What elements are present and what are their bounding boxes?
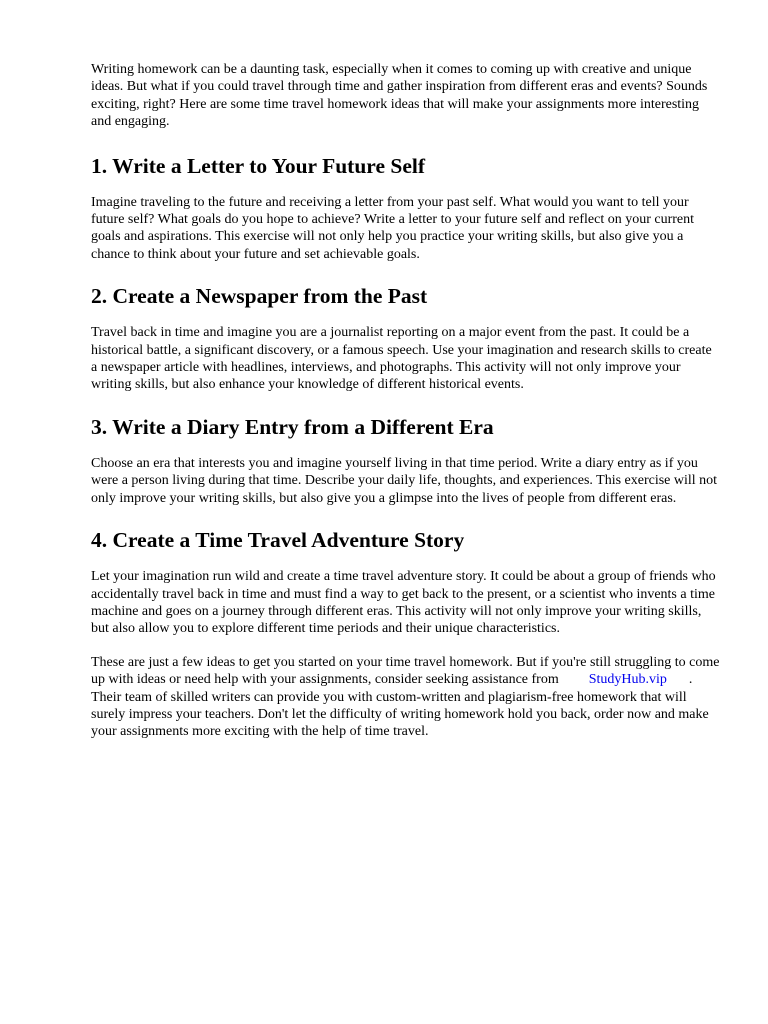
closing-paragraph xyxy=(91,654,720,741)
section-1-title: 1. Write a Letter to Your Future Self xyxy=(91,153,425,178)
closing-text-after: . Their team of skilled writers can provide you with custom-written and plagiarism-free homework that will surely impress your teachers. Don't let the difficulty of writing homework hold you back, order now and make your assignments more exciting with the help of time travel. xyxy=(91,672,709,740)
section-4-title: 4. Create a Time Travel Adventure Story xyxy=(91,528,465,553)
studyhub-link[interactable]: StudyHub.vip xyxy=(588,672,667,688)
section-3-title: 3. Write a Diary Entry from a Different Era xyxy=(91,414,494,439)
section-2-title: 2. Create a Newspaper from the Past xyxy=(91,284,428,309)
section-4-body: Let your imagination run wild and create a time travel adventure story. It could be about a group of friends who accidentally travel back in time and must find a way to get back to the present, or a scientist who invents a time machine and goes on a journey through different eras. This activity will not only improve your writing skills, but also allow you to explore different time periods and their unique characteristics. xyxy=(91,569,716,637)
intro-paragraph: Writing homework can be a daunting task, especially when it comes to coming up with creative and unique ideas. But what if you could travel through time and gather inspiration from different eras and events? Sounds exciting, right? Here are some time travel homework ideas that will make your assignments more interesting and engaging. xyxy=(91,62,708,130)
section-2-body: Travel back in time and imagine you are a journalist reporting on a major event from the past. It could be a historical battle, a significant discovery, or a famous speech. Use your imagination and research skills to create a newspaper article with headlines, interviews, and photographs. This activity will not only improve your writing skills, but also enhance your knowledge of different historical events. xyxy=(91,325,712,393)
section-1-body: Imagine traveling to the future and receiving a letter from your past self. What would you want to tell your future self? What goals do you hope to achieve? Write a letter to your future self and reflect on your current goals and aspirations. This exercise will not only help you practice your writing skills, but also give you a chance to think about your future and set achievable goals. xyxy=(91,194,695,262)
section-3-body: Choose an era that interests you and imagine yourself living in that time period. Write a diary entry as if you were a person living during that time. Describe your daily life, thoughts, and experiences. This exercise will not only improve your writing skills, but also give you a glimpse into the lives of people from different eras. xyxy=(91,455,718,506)
closing-text-before: These are just a few ideas to get you started on your time travel homework. But if you're still struggling to come up with ideas or need help with your assignments, consider seeking assistance from xyxy=(91,654,720,688)
